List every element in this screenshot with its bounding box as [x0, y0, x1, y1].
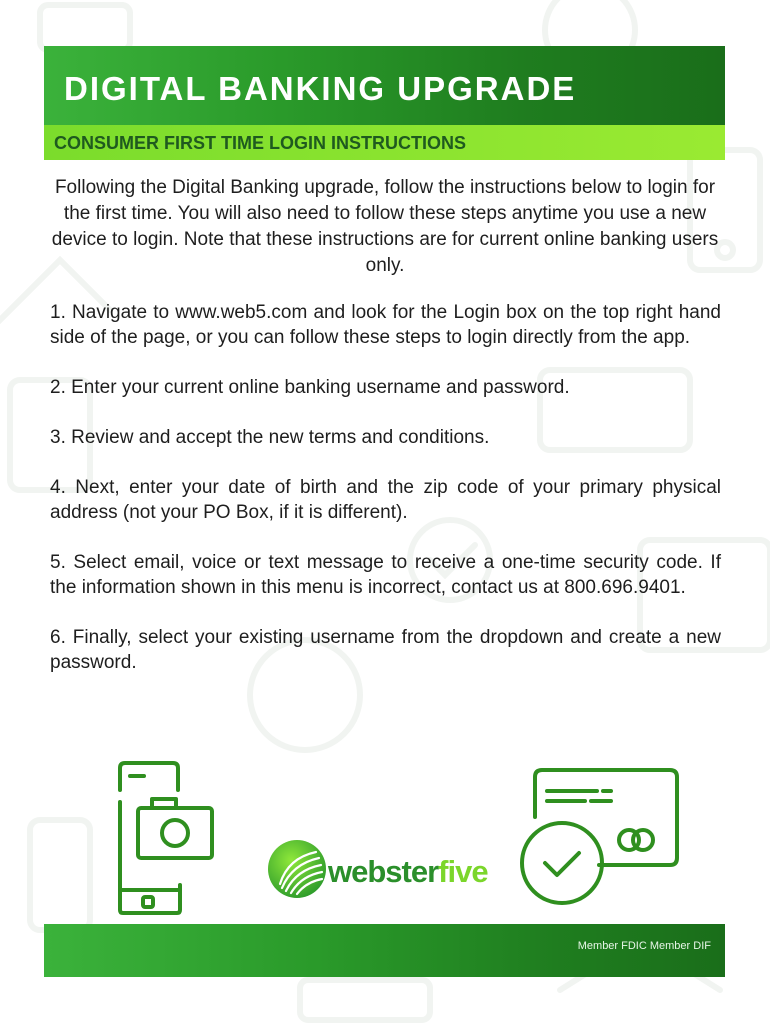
step-6: 6. Finally, select your existing username from the dropdown and create a new password.: [50, 627, 721, 673]
header-banner: [44, 46, 725, 125]
intro-paragraph: Following the Digital Banking upgrade, follow the instructions below to login for the first time. You will also need to follow these steps anytime you use a new device to login. Note that these instructions are for current online banking users only.: [51, 177, 719, 276]
section-title: CONSUMER FIRST TIME LOGIN INSTRUCTIONS: [54, 133, 466, 153]
logo-word-five: five: [438, 854, 488, 889]
step-1: 1. Navigate to www.web5.com and look for the Login box on the top right hand side of the page, or you can follow these steps to login directly from the app.: [50, 302, 721, 348]
instruction-steps: [50, 300, 721, 700]
step-4: 4. Next, enter your date of birth and the zip code of your primary physical address (not your PO Box, if it is different).: [50, 477, 721, 523]
logo-word-webster: webster: [328, 854, 439, 889]
step-2: 2. Enter your current online banking username and password.: [50, 377, 570, 398]
footer-banner: [44, 924, 725, 977]
brand-logo: [266, 838, 506, 900]
credit-card-check-icon: [517, 765, 687, 910]
phone-camera-icon: [90, 760, 220, 915]
page-title: DIGITAL BANKING UPGRADE: [64, 70, 577, 107]
step-3: 3. Review and accept the new terms and conditions.: [50, 427, 490, 448]
logo-globe-icon: [266, 838, 328, 900]
logo-wordmark: [328, 854, 488, 890]
footer-membership: Member FDIC Member DIF: [577, 940, 711, 952]
step-5: 5. Select email, voice or text message to receive a one-time security code. If the information shown in this menu is incorrect, contact us at 800.696.9401.: [50, 552, 721, 598]
subheader-banner: [44, 125, 725, 160]
